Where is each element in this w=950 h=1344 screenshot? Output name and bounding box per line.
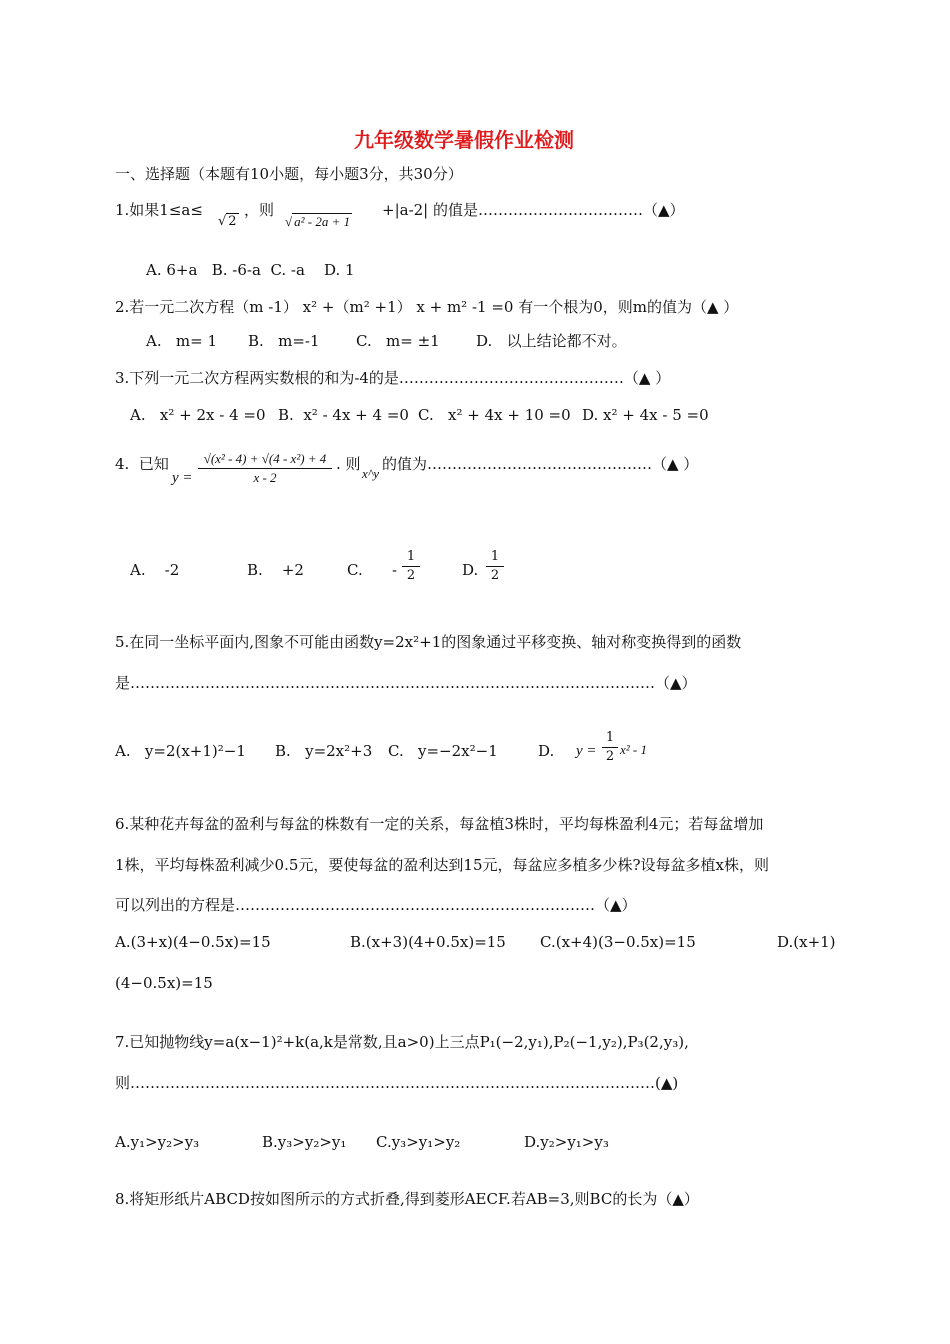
q1-prefix: 1.如果1≤a≤ [115, 201, 203, 219]
q4-option-c-sign: - [392, 561, 398, 579]
q4-option-b: B. +2 [247, 561, 304, 579]
q4-option-c-label: C. [347, 561, 363, 579]
q4-y-lhs: y = [172, 470, 193, 486]
q4-middle: . 则 [336, 455, 361, 473]
q2-option-c: C. m= ±1 [356, 332, 440, 350]
q5-option-d-num: 1 [602, 729, 618, 748]
q4-fraction [198, 450, 332, 487]
q1-stem [115, 200, 203, 220]
q5-option-d-rhs: x² - 1 [620, 742, 647, 757]
q5-option-d-fraction [602, 729, 618, 766]
q4-option-c-fraction [402, 548, 420, 585]
q7-option-d: D.y₂>y₁>y₃ [524, 1133, 609, 1151]
q3-stem: 3.下列一元二次方程两实数根的和为-4的是………………………………………（▲ ） [115, 369, 671, 387]
q7-option-c: C.y₃>y₁>y₂ [376, 1133, 461, 1151]
q1-suffix: +|a-2| 的值是……………………………（▲） [382, 201, 685, 219]
q2-stem: 2.若一元二次方程（m -1） x² +（m² +1） x + m² -1 =0 有一个根为0，则m的值为（▲ ） [115, 298, 739, 316]
q6-line2: 1株，平均每株盈利减少0.5元，要使每盆的盈利达到15元，每盆应多植多少株?设每盆多植x株，则 [115, 856, 769, 874]
q8-stem: 8.将矩形纸片ABCD按如图所示的方式折叠,得到菱形AECF.若AB=3,则BC的长为（▲） [115, 1190, 699, 1208]
q4-option-d-label: D. [462, 561, 479, 579]
q4-option-c-den: 2 [406, 568, 416, 583]
q1-sqrt2: √ 2 [218, 214, 237, 229]
q2-option-b: B. m=-1 [248, 332, 320, 350]
q6-option-d-cont: (4−0.5x)=15 [115, 974, 213, 992]
q5-option-d-lhs: y = [576, 743, 597, 759]
q5-option-d-den: 2 [605, 749, 615, 764]
q1-sqrt-expr: √ a² - 2a + 1 [285, 214, 351, 229]
q4-option-d-num: 1 [486, 548, 504, 567]
q3-option-a: A. x² + 2x - 4 =0 [130, 406, 266, 424]
q4-option-c-num: 1 [402, 548, 420, 567]
q5-line1: 5.在同一坐标平面内,图象不可能由函数y=2x²+1的图象通过平移变换、轴对称变换得到的函数 [115, 633, 742, 651]
q3-option-c: C. x² + 4x + 10 =0 [418, 406, 571, 424]
q7-option-a: A.y₁>y₂>y₃ [115, 1133, 200, 1151]
q7-line1: 7.已知抛物线y=a(x−1)²+k(a,k是常数,且a>0)上三点P₁(−2,y₁),P₂(−1,y₂),P₃(2,y₃), [115, 1033, 689, 1051]
q2-option-d: D. 以上结论都不对。 [476, 332, 627, 350]
q6-option-b: B.(x+3)(4+0.5x)=15 [350, 933, 506, 951]
q5-option-a: A. y=2(x+1)²−1 [115, 742, 246, 760]
q4-suffix: 的值为………………………………………（▲ ） [382, 455, 699, 473]
q5-option-c: C. y=−2x²−1 [388, 742, 498, 760]
q4-option-d-den: 2 [490, 568, 500, 583]
q6-line3: 可以列出的方程是………………………………………………………………（▲） [115, 896, 637, 914]
q1-options: A. 6+a B. -6-a C. -a D. 1 [146, 261, 355, 279]
q1-radicand: a² - 2a + 1 [294, 214, 351, 229]
q6-line1: 6.某种花卉每盆的盈利与每盆的株数有一定的关系，每盆植3株时，平均每株盈利4元；若每盆增加 [115, 815, 764, 833]
q7-line2: 则……………………………………………………………………………………………(▲) [115, 1074, 679, 1092]
q4-prefix: 4. 已知 [115, 455, 169, 473]
q4-option-a: A. -2 [130, 561, 180, 579]
q5-line2: 是……………………………………………………………………………………………（▲） [115, 674, 697, 692]
q4-expr: x^y [362, 466, 380, 481]
q2-option-a: A. m= 1 [146, 332, 218, 350]
q4-option-d-fraction [486, 548, 504, 585]
q6-option-c: C.(x+4)(3−0.5x)=15 [540, 933, 696, 951]
q1-radicand-bound: 2 [228, 214, 237, 229]
section-header: 一、选择题（本题有10小题，每小题3分，共30分） [115, 165, 463, 183]
q6-option-d: D.(x+1) [777, 933, 836, 951]
q5-option-d-label: D. [538, 742, 555, 760]
q5-option-b: B. y=2x²+3 [275, 742, 373, 760]
q3-option-b: B. x² - 4x + 4 =0 [278, 406, 409, 424]
q3-option-d: D. x² + 4x - 5 =0 [582, 406, 709, 424]
page-title: 九年级数学暑假作业检测 [354, 128, 574, 152]
q4-denominator: x - 2 [253, 470, 277, 485]
q4-numerator: √(x² - 4) + √(4 - x²) + 4 [198, 450, 332, 469]
q7-option-b: B.y₃>y₂>y₁ [262, 1133, 347, 1151]
q6-option-a: A.(3+x)(4−0.5x)=15 [115, 933, 271, 951]
q1-middle: ，则 [244, 201, 275, 219]
